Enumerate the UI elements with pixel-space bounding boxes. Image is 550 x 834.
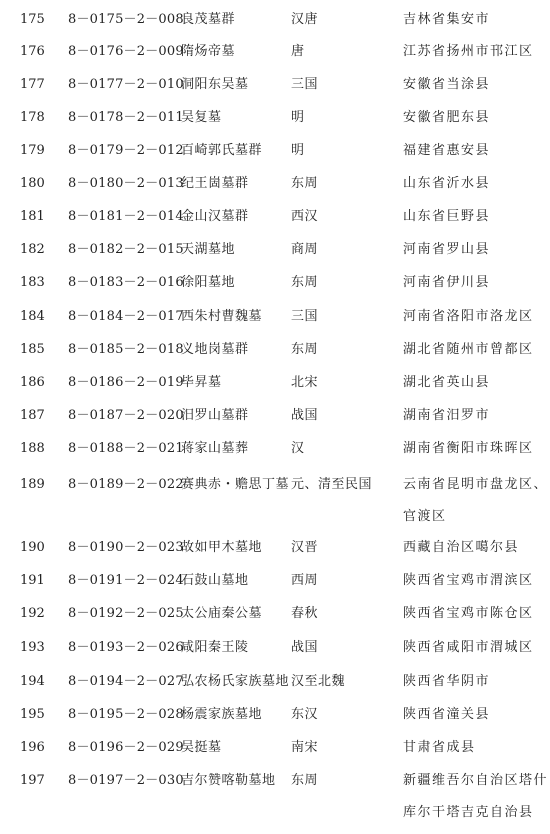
site-code: 8－0195－2－028 <box>68 707 184 722</box>
site-location-continued: 官渡区 <box>403 509 447 524</box>
row-number: 178 <box>20 110 45 125</box>
site-code: 8－0178－2－011 <box>68 110 184 125</box>
site-location: 吉林省集安市 <box>403 12 491 27</box>
site-code: 8－0189－2－022 <box>68 477 184 492</box>
site-name: 百崎郭氏墓群 <box>181 143 263 158</box>
site-code: 8－0183－2－016 <box>68 275 184 290</box>
site-name: 西朱村曹魏墓 <box>181 309 263 324</box>
site-location: 西藏自治区噶尔县 <box>403 540 520 555</box>
site-era: 三国 <box>291 309 319 324</box>
row-number: 195 <box>20 707 45 722</box>
row-number: 176 <box>20 44 45 59</box>
site-era: 明 <box>291 143 305 158</box>
site-era: 商周 <box>291 242 319 257</box>
site-code: 8－0176－2－009 <box>68 44 184 59</box>
site-code: 8－0181－2－014 <box>68 209 184 224</box>
site-location: 湖南省汨罗市 <box>403 408 491 423</box>
site-location: 陕西省咸阳市渭城区 <box>403 640 534 655</box>
site-location: 湖北省随州市曾都区 <box>403 342 534 357</box>
site-code: 8－0190－2－023 <box>68 540 184 555</box>
site-location-continued: 库尔干塔吉克自治县 <box>403 805 534 820</box>
site-name: 吴复墓 <box>181 110 222 125</box>
site-location: 河南省洛阳市洛龙区 <box>403 309 534 324</box>
site-era: 元、清至民国 <box>291 477 373 492</box>
site-name: 故如甲木墓地 <box>181 540 263 555</box>
site-name: 石鼓山墓地 <box>181 573 249 588</box>
site-era: 汉至北魏 <box>291 674 346 689</box>
site-location: 安徽省当涂县 <box>403 77 491 92</box>
site-code: 8－0193－2－026 <box>68 640 184 655</box>
site-name: 毕昇墓 <box>181 375 222 390</box>
row-number: 186 <box>20 375 45 390</box>
site-location: 安徽省肥东县 <box>403 110 491 125</box>
row-number: 188 <box>20 441 45 456</box>
site-location: 陕西省宝鸡市陈仓区 <box>403 606 534 621</box>
site-name: 隋炀帝墓 <box>181 44 236 59</box>
site-era: 东周 <box>291 176 319 191</box>
site-era: 汉唐 <box>291 12 319 27</box>
site-location: 陕西省华阴市 <box>403 674 491 689</box>
site-era: 东周 <box>291 275 319 290</box>
row-number: 184 <box>20 309 45 324</box>
site-code: 8－0187－2－020 <box>68 408 184 423</box>
site-code: 8－0188－2－021 <box>68 441 184 456</box>
site-location: 陕西省宝鸡市渭滨区 <box>403 573 534 588</box>
site-name: 徐阳墓地 <box>181 275 236 290</box>
row-number: 193 <box>20 640 45 655</box>
site-name: 吴挺墓 <box>181 740 222 755</box>
site-location: 福建省惠安县 <box>403 143 491 158</box>
site-location: 湖北省英山县 <box>403 375 491 390</box>
site-name: 天湖墓地 <box>181 242 236 257</box>
site-location: 山东省巨野县 <box>403 209 491 224</box>
site-location: 云南省昆明市盘龙区、 <box>403 477 549 492</box>
site-era: 明 <box>291 110 305 125</box>
site-code: 8－0177－2－010 <box>68 77 184 92</box>
site-code: 8－0180－2－013 <box>68 176 184 191</box>
row-number: 197 <box>20 773 45 788</box>
site-name: 洞阳东吴墓 <box>181 77 249 92</box>
row-number: 190 <box>20 540 45 555</box>
row-number: 196 <box>20 740 45 755</box>
site-era: 东周 <box>291 342 319 357</box>
site-code: 8－0186－2－019 <box>68 375 184 390</box>
site-era: 东汉 <box>291 707 319 722</box>
site-name: 吉尔赞喀勒墓地 <box>181 773 276 788</box>
row-number: 180 <box>20 176 45 191</box>
site-code: 8－0179－2－012 <box>68 143 184 158</box>
site-name: 弘农杨氏家族墓地 <box>181 674 290 689</box>
site-name: 蒋家山墓葬 <box>181 441 249 456</box>
site-location: 甘肃省成县 <box>403 740 476 755</box>
site-era: 南宋 <box>291 740 319 755</box>
row-number: 179 <box>20 143 45 158</box>
site-code: 8－0182－2－015 <box>68 242 184 257</box>
site-code: 8－0197－2－030 <box>68 773 184 788</box>
site-era: 唐 <box>291 44 305 59</box>
row-number: 177 <box>20 77 45 92</box>
site-era: 春秋 <box>291 606 319 621</box>
site-code: 8－0194－2－027 <box>68 674 184 689</box>
site-name: 良茂墓群 <box>181 12 236 27</box>
site-name: 金山汉墓群 <box>181 209 249 224</box>
site-era: 战国 <box>291 640 319 655</box>
row-number: 183 <box>20 275 45 290</box>
row-number: 191 <box>20 573 45 588</box>
site-code: 8－0192－2－025 <box>68 606 184 621</box>
site-era: 汉 <box>291 441 305 456</box>
site-code: 8－0175－2－008 <box>68 12 184 27</box>
site-code: 8－0196－2－029 <box>68 740 184 755</box>
site-name: 太公庙秦公墓 <box>181 606 263 621</box>
site-era: 西周 <box>291 573 319 588</box>
site-code: 8－0191－2－024 <box>68 573 184 588</box>
site-era: 西汉 <box>291 209 319 224</box>
row-number: 192 <box>20 606 45 621</box>
site-era: 汉晋 <box>291 540 319 555</box>
site-location: 湖南省衡阳市珠晖区 <box>403 441 534 456</box>
site-name: 赛典赤・赡思丁墓 <box>181 477 290 492</box>
site-location: 河南省伊川县 <box>403 275 491 290</box>
site-location: 江苏省扬州市邗江区 <box>403 44 534 59</box>
site-location: 新疆维吾尔自治区塔什 <box>403 773 549 788</box>
site-location: 山东省沂水县 <box>403 176 491 191</box>
site-era: 战国 <box>291 408 319 423</box>
row-number: 181 <box>20 209 45 224</box>
site-era: 东周 <box>291 773 319 788</box>
site-code: 8－0184－2－017 <box>68 309 184 324</box>
row-number: 189 <box>20 477 45 492</box>
site-era: 三国 <box>291 77 319 92</box>
row-number: 185 <box>20 342 45 357</box>
site-code: 8－0185－2－018 <box>68 342 184 357</box>
site-location: 河南省罗山县 <box>403 242 491 257</box>
row-number: 187 <box>20 408 45 423</box>
row-number: 175 <box>20 12 45 27</box>
site-location: 陕西省潼关县 <box>403 707 491 722</box>
site-name: 义地岗墓群 <box>181 342 249 357</box>
site-name: 纪王崮墓群 <box>181 176 249 191</box>
site-name: 杨震家族墓地 <box>181 707 263 722</box>
row-number: 194 <box>20 674 45 689</box>
site-era: 北宋 <box>291 375 319 390</box>
row-number: 182 <box>20 242 45 257</box>
site-name: 咸阳秦王陵 <box>181 640 249 655</box>
site-name: 汨罗山墓群 <box>181 408 249 423</box>
